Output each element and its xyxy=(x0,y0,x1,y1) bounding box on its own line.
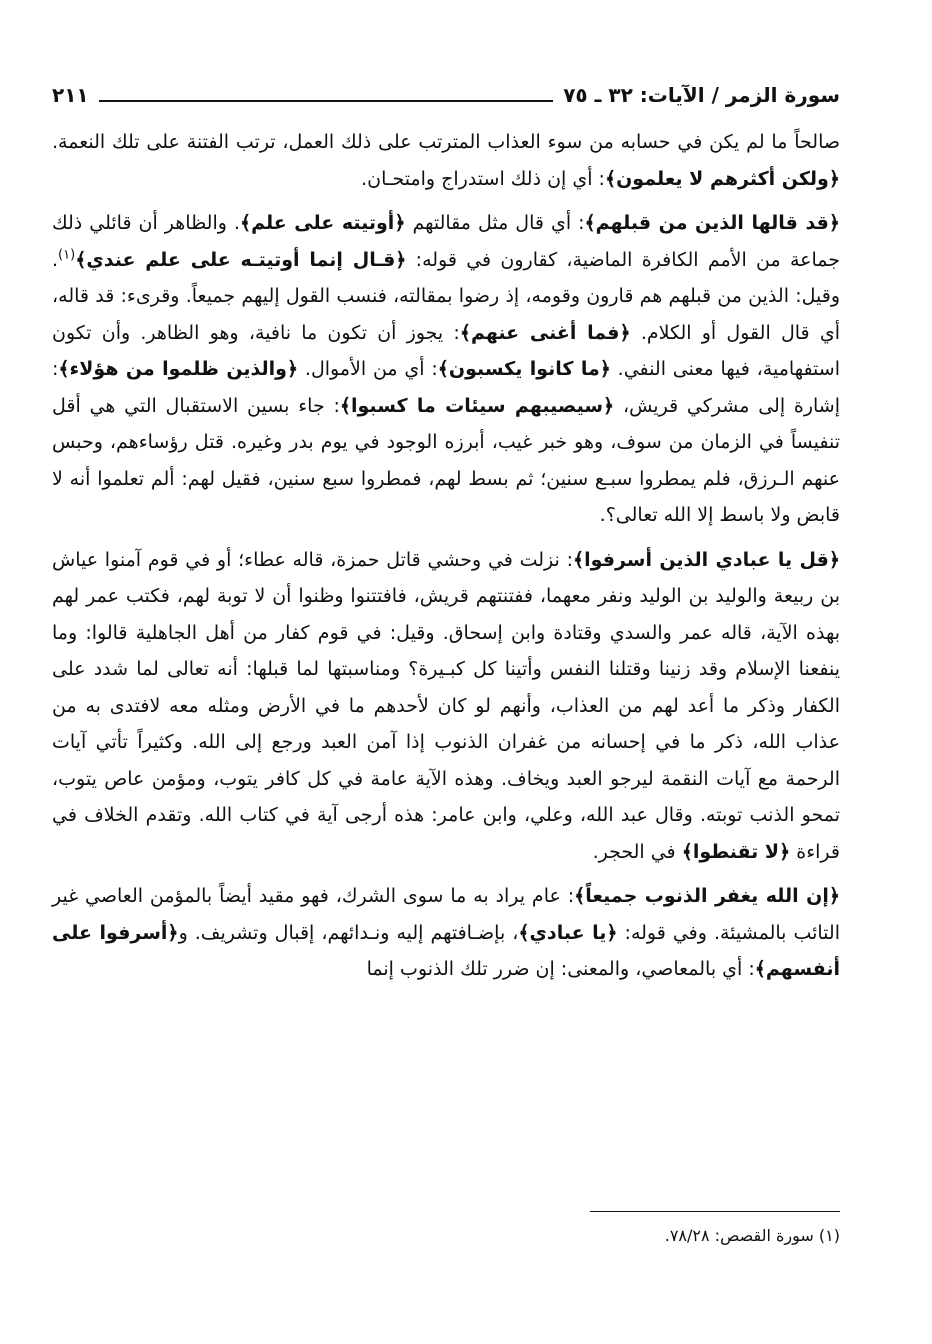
footnote-ref: (١) xyxy=(58,247,76,263)
text-segment: : أي بالمعاصي، والمعنى: إن ضرر تلك الذنوب إنما xyxy=(366,958,755,980)
quranic-quote: ﴿فما أغنى عنهم﴾ xyxy=(459,321,631,344)
text-segment: : يجوز أن تكون ما نافية، وهو الظاهر. وأن تكون استفهامية، فيها معنى النفي. xyxy=(52,321,840,380)
paragraph xyxy=(52,542,840,871)
quranic-quote: ﴿لا تقنطوا﴾ xyxy=(681,840,791,863)
footnote: (١) سورة القصص: ٧٨/٢٨. xyxy=(664,1226,840,1245)
paragraph xyxy=(52,124,840,197)
quranic-quote: ﴿قل يا عبادي الذين أسرفوا﴾ xyxy=(572,548,840,571)
quranic-quote: ﴿والذين ظلموا من هؤلاء﴾ xyxy=(58,358,299,380)
running-title: سورة الزمر / الآيات: ٣٢ ـ ٧٥ xyxy=(563,83,840,107)
quranic-quote: ﴿قـال إنما أوتيتـه على علم عندي﴾ xyxy=(75,248,407,271)
footnote-rule xyxy=(590,1211,840,1212)
main-text xyxy=(52,124,840,996)
quranic-quote: ﴿سيصيبهم سيئات ما كسبوا﴾ xyxy=(339,394,615,417)
quranic-quote: ﴿ولكن أكثرهم لا يعلمون﴾ xyxy=(604,167,840,190)
paragraph xyxy=(52,205,840,534)
text-segment: : أي من الأموال. xyxy=(298,358,438,380)
quranic-quote: ﴿يا عبادي﴾ xyxy=(518,921,618,944)
text-segment: : نزلت في وحشي قاتل حمزة، قاله عطاء؛ أو في قوم آمنوا عياش بن ربيعة والوليد بن الوليد ونفر معهما، ففتنتهم قريش، فافتتنوا وظنوا أن لا توبة لهم، فكتب عمر لهم بهذه الآية، قاله عمر والسدي وقتادة وابن إسحاق. وقيل: في قوم كفار من أهل الجاهلية قالوا: وما ينفعنا الإسلام وقد زنينا وقتلنا النفس وأتينا كل كبـيرة؟ ومناسبتها لما قبلها: أنه تعالى لما شدد على الكفار وذكر ما أعد لهم من العذاب، وأنهم لو كان لأحدهم ما في الأرض ومثله معه لافتدى به من عذاب الله، ذكر ما في إحسانه من غفران الذنوب إذا آمن العبد ورجع إلى الله. وكثيراً تأتي آيات الرحمة مع آيات النقمة ليرجو العبد ويخاف. وهذه الآية عامة في كل كافر يتوب، ومؤمن عاص يتوب، تمحو الذنب توبته. وقال عبد الله، وعلي، وابن عامر: هذه أرجى آية في كتاب الله. وتقدم الخلاف في قراءة xyxy=(52,548,840,863)
header-rule xyxy=(99,100,554,102)
text-segment: : أي إن ذلك استدراج وامتحـان. xyxy=(361,167,605,190)
text-segment: : أي قال مثل مقالتهم xyxy=(405,212,585,234)
quranic-quote: ﴿أسرفوا على أنفسهم﴾ xyxy=(52,921,840,980)
text-segment: في الحجر. xyxy=(592,840,682,863)
quranic-quote: ﴿أوتيته على علم﴾ xyxy=(239,212,406,234)
quranic-quote: ﴿قد قالها الذين من قبلهم﴾ xyxy=(584,212,841,234)
text-segment: : عام يراد به ما سوى الشرك، فهو مقيد أيضاً بالمؤمن العاصي غير التائب بالمشيئة. وفي قوله: xyxy=(52,885,840,944)
text-segment: : جاء بسين الاستقبال التي هي أقل تنفيساً في الزمان من سوف، وهو خبر غيب، أبرزه الوجود في يوم بدر وغيره. قتل رؤساءهم، وحبس عنهم الـرزق، فلم يمطروا سبـع سنين؛ ثم بسط لهم، فمطروا سبع سنين، فقيل لهم: ألم تعلموا أنه لا قابض ولا باسط إلا الله تعالى؟. xyxy=(52,394,840,526)
page-header xyxy=(52,74,840,108)
quranic-quote: ﴿ما كانوا يكسبون﴾ xyxy=(437,358,611,380)
text-segment: . وقيل: الذين من قبلهم هم قارون وقومه، إذ رضوا بمقالته، فنسب القول إليهم جميعاً. وقرىء: قد قاله، أي قال القول أو الكلام. xyxy=(52,248,840,344)
text-segment: ، بإضـافتهم إليه ونـدائهم، إقبال وتشريف. و xyxy=(178,921,519,944)
text-segment: . والظاهر أن قائلي ذلك جماعة من الأمم الكافرة الماضية، كقارون في قوله: xyxy=(52,212,840,271)
page-number: ٢١١ xyxy=(52,83,89,107)
text-segment: صالحاً ما لم يكن في حسابه من سوء العذاب المترتب على ذلك العمل، ترتب الفتنة على تلك النعمة. xyxy=(52,131,840,153)
text-segment: : إشارة إلى مشركي قريش، xyxy=(52,358,840,417)
paragraph xyxy=(52,878,840,988)
quranic-quote: ﴿إن الله يغفر الذنوب جميعاً﴾ xyxy=(574,885,840,907)
